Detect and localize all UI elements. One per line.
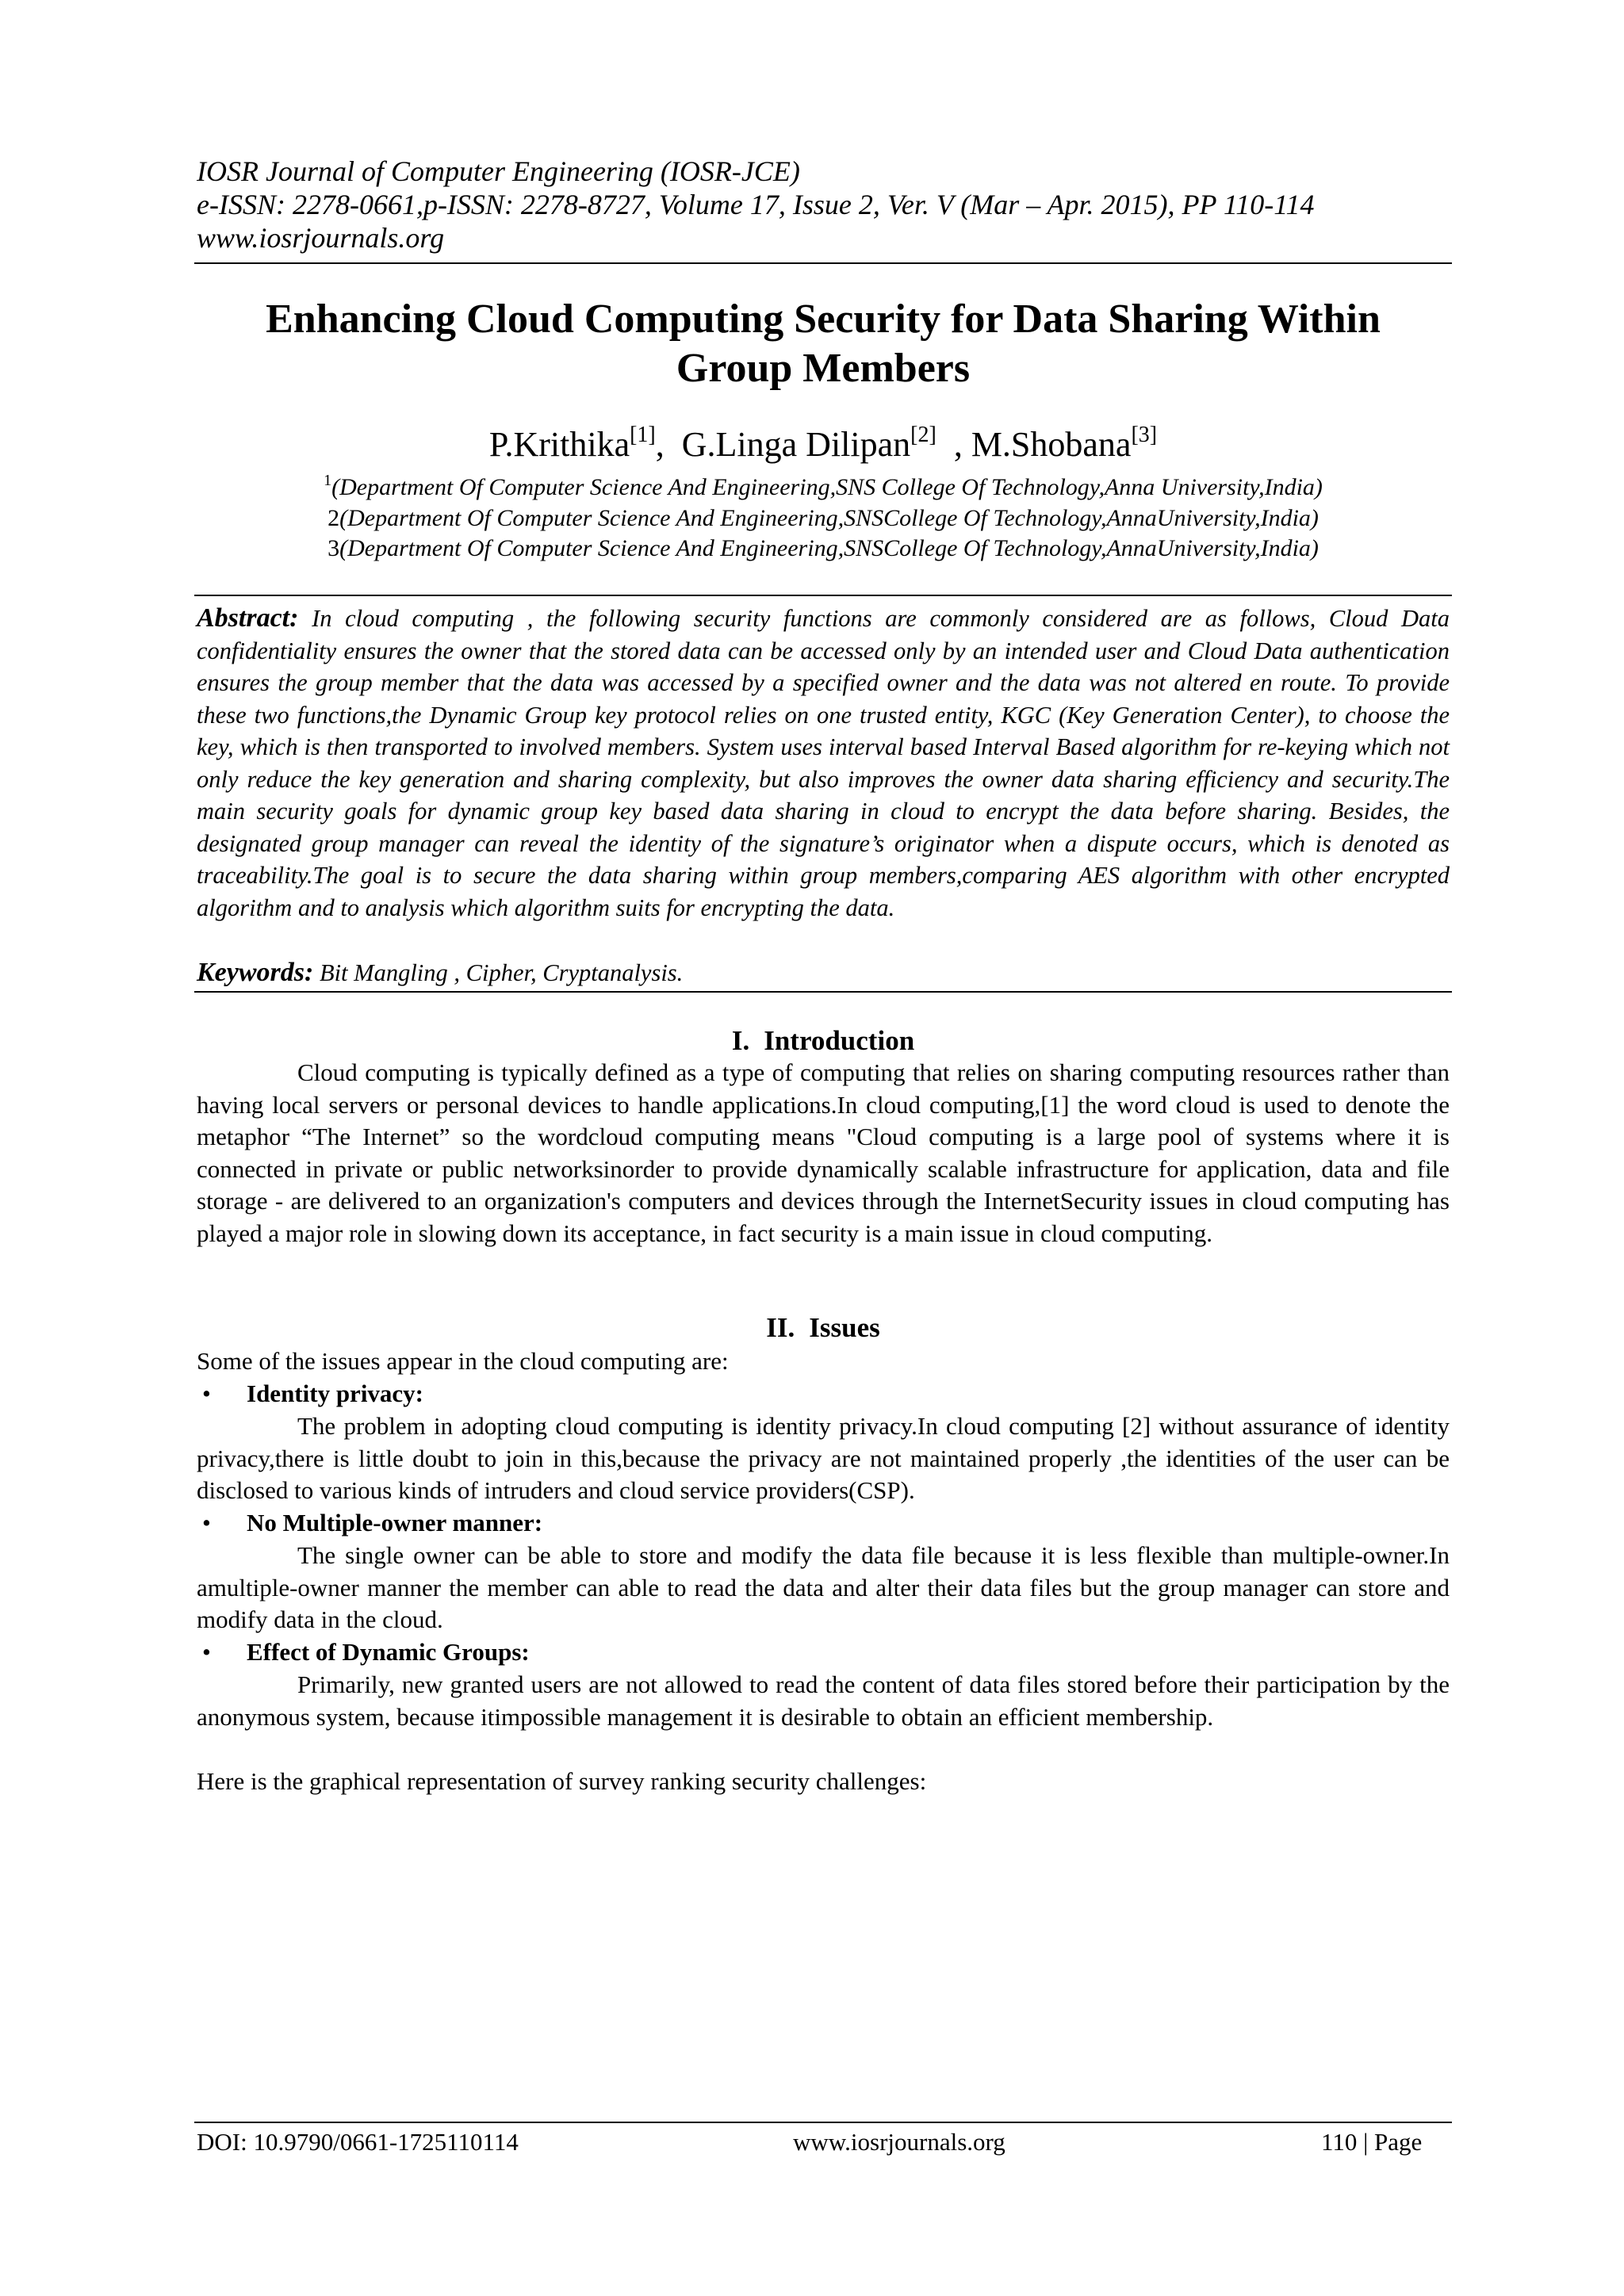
keywords-text: Bit Mangling , Cipher, Cryptanalysis. [319,959,684,986]
list-item-paragraph [197,1410,1450,1507]
affiliation-text: (Department Of Computer Science And Engineering,SNSCollege Of Technology,AnnaUniversity,India) [339,504,1319,531]
footer-website: www.iosrjournals.org [793,2128,1005,2156]
author-separator: , [936,425,971,464]
footer-rule [194,2122,1452,2123]
author-separator: , [655,425,682,464]
affiliation-line [194,534,1452,564]
affiliation-number: 3 [327,535,340,561]
affiliation-number: 1 [324,472,332,489]
author-ref: [3] [1131,423,1158,447]
paper-title [194,295,1452,393]
section-heading-issues [194,1312,1452,1344]
issues-closing: Here is the graphical representation of survey ranking security challenges: [197,1767,927,1795]
list-item-paragraph [197,1669,1450,1733]
author-name: M.Shobana [971,425,1132,464]
title-line-1: Enhancing Cloud Computing Security for Data Sharing Within [266,297,1381,342]
footer-doi: DOI: 10.9790/0661-1725110114 [197,2128,519,2156]
keywords-label: Keywords: [197,958,314,987]
author-name: G.Linga Dilipan [681,425,911,464]
affiliation-line [194,503,1452,534]
bullet-icon: • [202,1509,211,1536]
abstract-label: Abstract: [197,603,299,633]
section-number: I. [731,1025,750,1056]
journal-website: www.iosrjournals.org [197,222,445,254]
paragraph-text: Primarily, new granted users are not allowed to read the content of data files stored before their participation by the anonymous system, because itimpossible management it is desirable to obtain an efficient membership. [197,1670,1450,1731]
list-item-heading: Effect of Dynamic Groups: [247,1638,530,1666]
section-number: II. [766,1312,795,1343]
footer-page-number: 110 | Page [1321,2128,1423,2156]
section-title: Issues [809,1312,880,1343]
bullet-icon: • [202,1638,211,1666]
section-heading-introduction [194,1025,1452,1057]
header-rule [194,262,1452,264]
affiliation-text: (Department Of Computer Science And Engineering,SNSCollege Of Technology,AnnaUniversity,India) [339,535,1319,561]
affiliations [194,473,1452,564]
affiliation-number: 2 [327,504,340,531]
abstract-text: In cloud computing , the following security functions are commonly considered are as follows, Cloud Data confidentiality ensures the owner that the stored data can be accessed only by an intended user and Cloud Data authentication ensures the group member that the data was accessed by a specified owner and the data was not altered en route. To provide these two functions,the Dynamic Group key protocol relies on one trusted entity, KGC (Key Generation Center), to choose the key, which is then transported to involved members. System uses interval based Interval Based algorithm for re-keying which not only reduce the key generation and sharing complexity, but also improves the owner data sharing efficiency and security.The main security goals for dynamic group key based data sharing in cloud to encrypt the data before sharing. Besides, the designated group manager can reveal the identity of the signature’s originator when a dispute occurs, which is denoted as traceability.The goal is to secure the data sharing within group members,comparing AES algorithm with other encrypted algorithm and to analysis which algorithm suits for encrypting the data. [197,605,1450,921]
list-item [202,1636,1439,1669]
issues-lead: Some of the issues appear in the cloud computing are: [197,1347,729,1375]
author-name: P.Krithika [488,425,630,464]
affiliation-text: (Department Of Computer Science And Engineering,SNS College Of Technology,Anna University,India) [331,474,1323,500]
issn-line: e-ISSN: 2278-0661,p-ISSN: 2278-8727, Volume 17, Issue 2, Ver. V (Mar – Apr. 2015), PP 110-114 [197,189,1315,220]
author-ref: [1] [630,423,656,447]
list-item-heading: No Multiple-owner manner: [247,1509,543,1536]
journal-name: IOSR Journal of Computer Engineering (IOSR-JCE) [197,155,800,187]
keywords [197,957,1450,989]
introduction-paragraph [197,1057,1450,1249]
list-item [202,1507,1439,1540]
paragraph-text: The single owner can be able to store and modify the data file because it is less flexible than multiple-owner.In amultiple-owner manner the member can able to read the data and alter their data files but the group manager can store and modify data in the cloud. [197,1541,1450,1633]
paragraph-text: The problem in adopting cloud computing is identity privacy.In cloud computing [2] without assurance of identity privacy,there is little doubt to join in this,because the privacy are not maintained properly ,the identities of the user can be disclosed to various kinds of intruders and cloud service providers(CSP). [197,1412,1450,1504]
abstract [197,603,1450,924]
affiliation-line [194,473,1452,503]
abstract-bottom-rule [194,991,1452,993]
author-list [194,424,1452,465]
bullet-icon: • [202,1380,211,1407]
list-item-paragraph [197,1540,1450,1636]
list-item-heading: Identity privacy: [247,1380,424,1407]
title-line-2: Group Members [676,346,971,391]
abstract-top-rule [194,595,1452,596]
paragraph-text: Cloud computing is typically defined as a type of computing that relies on sharing computing resources rather than having local servers or personal devices to handle applications.In cloud computing,[1] the word cloud is used to denote the metaphor “The Internet” so the wordcloud computing means "Cloud computing is a large pool of systems where it is connected in private or public networksinorder to provide dynamically scalable infrastructure for application, data and file storage - are delivered to an organization's computers and devices through the InternetSecurity issues in cloud computing has played a major role in slowing down its acceptance, in fact security is a main issue in cloud computing. [197,1058,1450,1247]
journal-header [197,155,1450,254]
author-ref: [2] [910,423,936,447]
section-title: Introduction [764,1025,915,1056]
list-item [202,1378,1439,1410]
